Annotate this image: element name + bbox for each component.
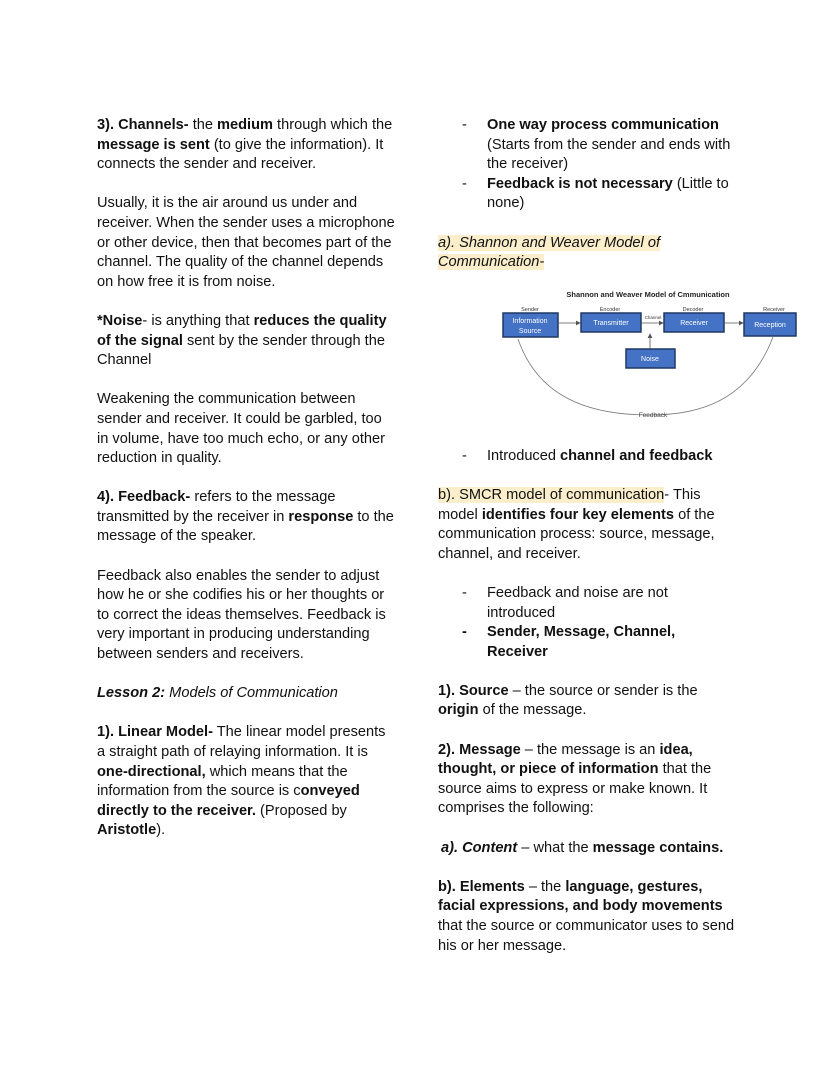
list-item: - Sender, Message, Channel, Receiver xyxy=(462,624,676,660)
shannon-heading: a). Shannon and Weaver Model of Communication- xyxy=(438,234,661,271)
label-decoder: Decoder xyxy=(682,306,704,313)
noise-heading: *Noise xyxy=(97,312,143,329)
left-column xyxy=(97,116,397,841)
label-channel: Channel xyxy=(644,314,662,320)
lesson-heading: Lesson 2: Models of Communication xyxy=(97,685,338,702)
diagram-svg xyxy=(468,287,798,427)
right-column xyxy=(438,116,786,956)
list-item: - Feedback is not necessary (Little to none) xyxy=(462,175,729,212)
smcr-paragraph: b). SMCR model of communication- This model identifies four key elements of the communication process: source, message, channel, and receiver. xyxy=(438,486,715,562)
linear-model-paragraph: 1). Linear Model- The linear model presents a straight path of relaying information. It is one-directional, which means that the information from the source is conveyed directly to the receiver. (Proposed by Aristotle). xyxy=(97,724,386,839)
diagram-title: Shannon and Weaver Model of Cmmunication xyxy=(566,289,730,299)
svg-text:Source: Source xyxy=(518,327,542,335)
label-receiver: Receiver xyxy=(763,306,785,313)
svg-text:Information: Information xyxy=(512,317,548,325)
feedback-paragraph: 4). Feedback- refers to the message transmitted by the receiver in response to the message of the speaker. xyxy=(97,489,394,545)
linear-model-heading: 1). Linear Model- xyxy=(97,724,213,741)
svg-text:Transmitter: Transmitter xyxy=(593,319,629,327)
noise-paragraph: *Noise- is anything that reduces the quality of the signal sent by the sender through the Channel xyxy=(97,312,387,369)
channel-air-paragraph: Usually, it is the air around us under and receiver. When the sender uses a microphone or other device, then that becomes part of the channel. The quality of the channel depends on how free it is from noise. xyxy=(97,195,395,290)
svg-text:Noise: Noise xyxy=(641,355,659,363)
source-paragraph: 1). Source – the source or sender is the origin of the message. xyxy=(438,682,698,719)
list-item: - Feedback and noise are not introduced xyxy=(462,584,668,621)
channels-paragraph: 3). Channels- the medium through which the message is sent (to give the information). It connects the sender and receiver. xyxy=(97,117,393,173)
list-item: - Introduced channel and feedback xyxy=(462,447,713,464)
feedback-heading: 4). Feedback- xyxy=(97,489,191,506)
svg-text:Receiver: Receiver xyxy=(680,319,708,327)
channels-heading: 3). Channels- xyxy=(97,117,189,133)
svg-text:Reception: Reception xyxy=(754,321,786,329)
label-encoder: Encoder xyxy=(599,306,621,313)
list-item: - One way process communication (Starts from the sender and ends with the receiver) xyxy=(462,117,731,173)
elements-paragraph: b). Elements – the language, gestures, facial expressions, and body movements that the source or communicator uses to send his or her message. xyxy=(438,878,735,954)
label-sender: Sender xyxy=(521,306,539,313)
smcr-heading: b). SMCR model of communication xyxy=(438,486,665,503)
weakening-paragraph: Weakening the communication between sender and receiver. It could be garbled, too in volume, have too much echo, or any other reduction in quality. xyxy=(97,391,385,467)
feedback-detail-paragraph: Feedback also enables the sender to adjust how he or she codifies his or her thoughts or to correct the ideas themselves. Feedback is very important in producing understanding between senders and receivers. xyxy=(97,567,386,663)
label-feedback: Feedback xyxy=(638,411,668,419)
content-paragraph: a). Content – what the message contains. xyxy=(441,839,724,856)
shannon-weaver-diagram xyxy=(468,287,798,427)
message-paragraph: 2). Message – the message is an idea, thought, or piece of information that the source aims to express or make known. It comprises the following: xyxy=(438,741,712,817)
